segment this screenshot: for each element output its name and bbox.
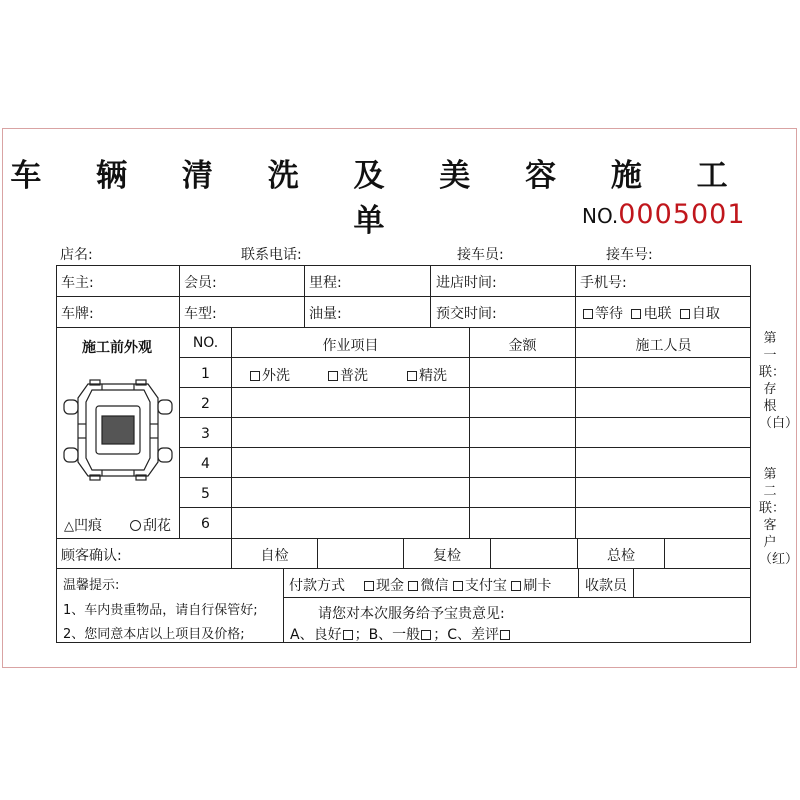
model-label: 车型:	[184, 306, 217, 322]
checkbox-icon	[583, 309, 593, 319]
recheck-label: 复检	[433, 548, 461, 564]
option-fine-wash[interactable]: 精洗	[407, 365, 447, 385]
checkbox-icon	[407, 371, 417, 381]
car-number-label: 接车号:	[606, 247, 653, 263]
cashier-label: 收款员	[585, 578, 627, 594]
checkbox-icon	[250, 371, 260, 381]
col-staff-header: 施工人员	[635, 338, 692, 354]
option-standard-wash[interactable]: 普洗	[328, 365, 368, 385]
checkbox-icon	[453, 581, 463, 591]
option-self-pickup[interactable]: 自取	[680, 306, 720, 322]
tips-line-1: 1、车内贵重物品，请自行保管好;	[63, 603, 258, 618]
pickup-options	[583, 303, 720, 323]
checkbox-icon	[421, 630, 431, 640]
copy-note-first: 第一联：存根（白）	[759, 331, 799, 431]
delivery-time-label: 预交时间:	[436, 306, 497, 322]
triangle-icon: △	[64, 519, 74, 534]
checkbox-icon	[328, 371, 338, 381]
feedback-bad[interactable]: C、差评	[447, 627, 512, 643]
form-title: 车 辆 清 洗 及 美 容 施 工 单	[10, 158, 750, 239]
row-number: 1	[201, 366, 210, 382]
exterior-title: 施工前外观	[82, 340, 152, 356]
mileage-label: 里程:	[309, 275, 342, 291]
checkbox-icon	[343, 630, 353, 640]
dent-legend: △凹痕	[64, 518, 102, 534]
row-number: 6	[201, 516, 210, 532]
row-number: 3	[201, 426, 210, 442]
circle-icon	[130, 520, 141, 531]
mobile-label: 手机号:	[580, 275, 627, 291]
arrival-time-label: 进店时间:	[436, 275, 497, 291]
scratch-legend: 刮花	[130, 515, 171, 535]
feedback-good[interactable]: A、良好	[290, 627, 355, 643]
row-number: 5	[201, 486, 210, 502]
feedback-prompt: 请您对本次服务给予宝贵意见:	[318, 606, 505, 622]
option-call[interactable]: 电联	[631, 306, 671, 322]
serial-prefix: NO.	[582, 204, 619, 228]
serial-value: 0005001	[618, 199, 746, 230]
payment-alipay[interactable]: 支付宝	[453, 578, 507, 594]
feedback-normal[interactable]: B、一般	[369, 627, 434, 643]
col-no-header: NO.	[192, 335, 219, 351]
checkbox-icon	[680, 309, 690, 319]
row-number: 4	[201, 456, 210, 472]
fuel-label: 油量:	[309, 306, 342, 322]
payment-label: 付款方式	[289, 578, 345, 594]
payment-wechat[interactable]: 微信	[408, 578, 448, 594]
tips-title: 温馨提示:	[63, 578, 120, 593]
shop-name-label: 店名:	[60, 247, 93, 263]
checkbox-icon	[631, 309, 641, 319]
member-label: 会员:	[184, 275, 217, 291]
col-item-header: 作业项目	[322, 338, 379, 354]
checkbox-icon	[408, 581, 418, 591]
receiver-label: 接车员:	[457, 247, 504, 263]
checkbox-icon	[364, 581, 374, 591]
plate-label: 车牌:	[61, 306, 94, 322]
checkbox-icon	[511, 581, 521, 591]
copy-note-second: 第二联：客户（红）	[759, 467, 799, 567]
payment-card[interactable]: 刷卡	[511, 578, 551, 594]
feedback-options: A、良好 ；B、一般 ；C、差评	[290, 624, 512, 644]
tips-line-2: 2、您同意本店以上项目及价格;	[63, 627, 245, 642]
col-amount-header: 金额	[508, 338, 537, 354]
customer-confirm-label: 顾客确认:	[61, 548, 122, 564]
car-diagram-icon	[62, 378, 174, 482]
payment-options	[364, 575, 551, 595]
option-exterior-wash[interactable]: 外洗	[250, 365, 290, 385]
final-check-label: 总检	[607, 548, 635, 564]
payment-cash[interactable]: 现金	[364, 578, 404, 594]
self-check-label: 自检	[260, 548, 289, 564]
option-wait[interactable]: 等待	[583, 306, 623, 322]
checkbox-icon	[500, 630, 510, 640]
serial-number	[582, 199, 746, 230]
contact-phone-label: 联系电话:	[241, 247, 302, 263]
owner-label: 车主:	[61, 275, 94, 291]
row-number: 2	[201, 396, 210, 412]
